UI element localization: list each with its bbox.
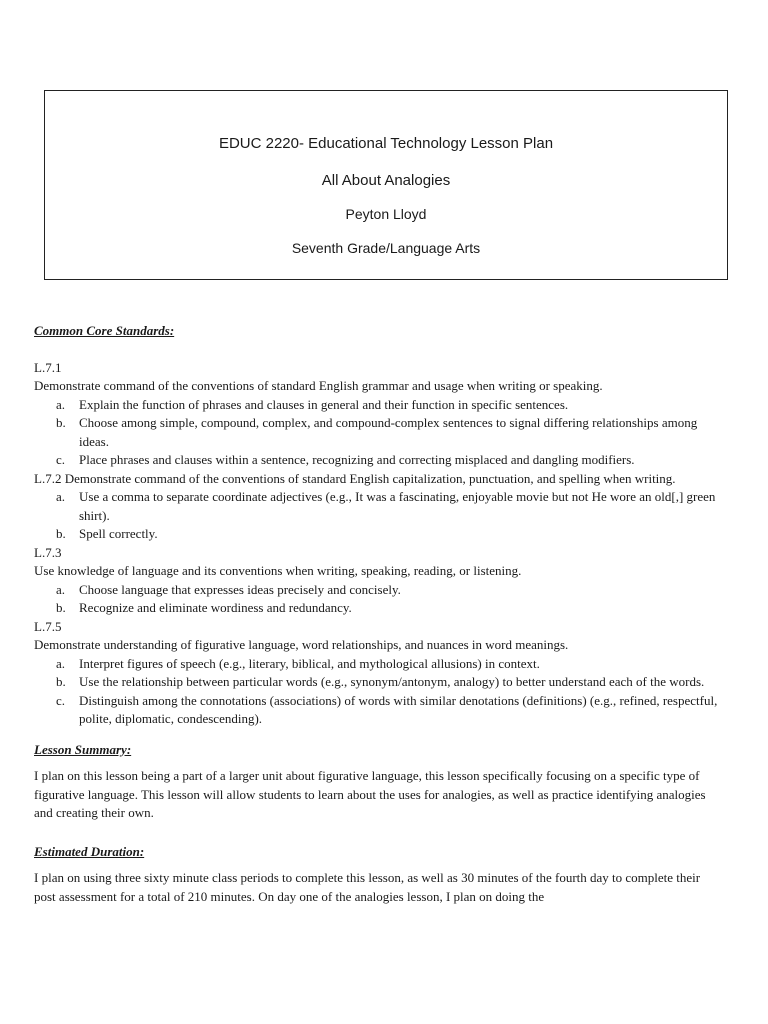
- duration-section: [34, 843, 724, 907]
- grade-subject: Seventh Grade/Language Arts: [291, 240, 481, 256]
- standard-description: Demonstrate understanding of figurative language, word relationships, and nuances in word meanings.: [34, 637, 569, 652]
- duration-heading: Estimated Duration:: [34, 843, 145, 859]
- standards-list: [34, 359, 724, 729]
- sub-standard-item: c. Place phrases and clauses within a sentence, recognizing and correcting misplaced and dangling modifiers.: [56, 452, 635, 467]
- summary-heading: Lesson Summary:: [34, 741, 132, 757]
- sub-standard-item: b. Use the relationship between particular words (e.g., synonym/antonym, analogy) to better understand each of the words.: [56, 674, 705, 689]
- duration-body: I plan on using three sixty minute class periods to complete this lesson, as well as 30 minutes of the fourth day to complete their post assessment for a total of 210 minutes. On day one of the analogies lesson, I plan on doing the: [34, 870, 701, 904]
- sub-standard-list: [34, 488, 724, 544]
- author-name: Peyton Lloyd: [345, 206, 427, 222]
- sub-standard-item: a. Explain the function of phrases and clauses in general and their function in specific sentences.: [56, 396, 569, 412]
- course-title: EDUC 2220- Educational Technology Lesson Plan: [218, 135, 554, 152]
- lesson-title: All About Analogies: [321, 172, 451, 189]
- sub-standard-item: c. Distinguish among the connotations (associations) of words with similar denotations (definitions) (e.g., refined, respectful, polite, diplomatic, condescending).: [56, 692, 718, 726]
- standard-code: L.7.3: [34, 544, 62, 560]
- standard-description: Use knowledge of language and its conventions when writing, speaking, reading, or listening.: [34, 563, 522, 578]
- sub-standard-item: b. Recognize and eliminate wordiness and redundancy.: [56, 600, 352, 615]
- document-body: [34, 322, 724, 906]
- sub-standard-list: [34, 581, 724, 618]
- sub-standard-list: [34, 655, 724, 729]
- standard-code: L.7.1: [34, 359, 62, 375]
- summary-section: [34, 741, 724, 823]
- sub-standard-item: b. Spell correctly.: [56, 526, 158, 541]
- standard-code: L.7.5: [34, 618, 62, 634]
- sub-standard-item: a. Choose language that expresses ideas precisely and concisely.: [56, 581, 401, 597]
- standards-heading: Common Core Standards:: [34, 323, 175, 338]
- title-box: [44, 90, 728, 280]
- sub-standard-item: b. Choose among simple, compound, complex, and compound-complex sentences to signal differing relationships among ideas.: [56, 415, 698, 449]
- sub-standard-item: a. Interpret figures of speech (e.g., literary, biblical, and mythological allusions) in context.: [56, 655, 540, 671]
- sub-standard-item: a. Use a comma to separate coordinate adjectives (e.g., It was a fascinating, enjoyable movie but not He wore an old[,] green shirt).: [56, 489, 716, 523]
- standard-description: L.7.2 Demonstrate command of the conventions of standard English capitalization, punctuation, and spelling when writing.: [34, 470, 676, 486]
- summary-body: I plan on this lesson being a part of a larger unit about figurative language, this lesson specifically focusing on a specific type of figurative language. This lesson will allow students to learn about the uses for analogies, as well as practice identifying analogies and creating their own.: [34, 768, 706, 820]
- sub-standard-list: [34, 396, 724, 470]
- standard-description: Demonstrate command of the conventions of standard English grammar and usage when writing or speaking.: [34, 378, 603, 393]
